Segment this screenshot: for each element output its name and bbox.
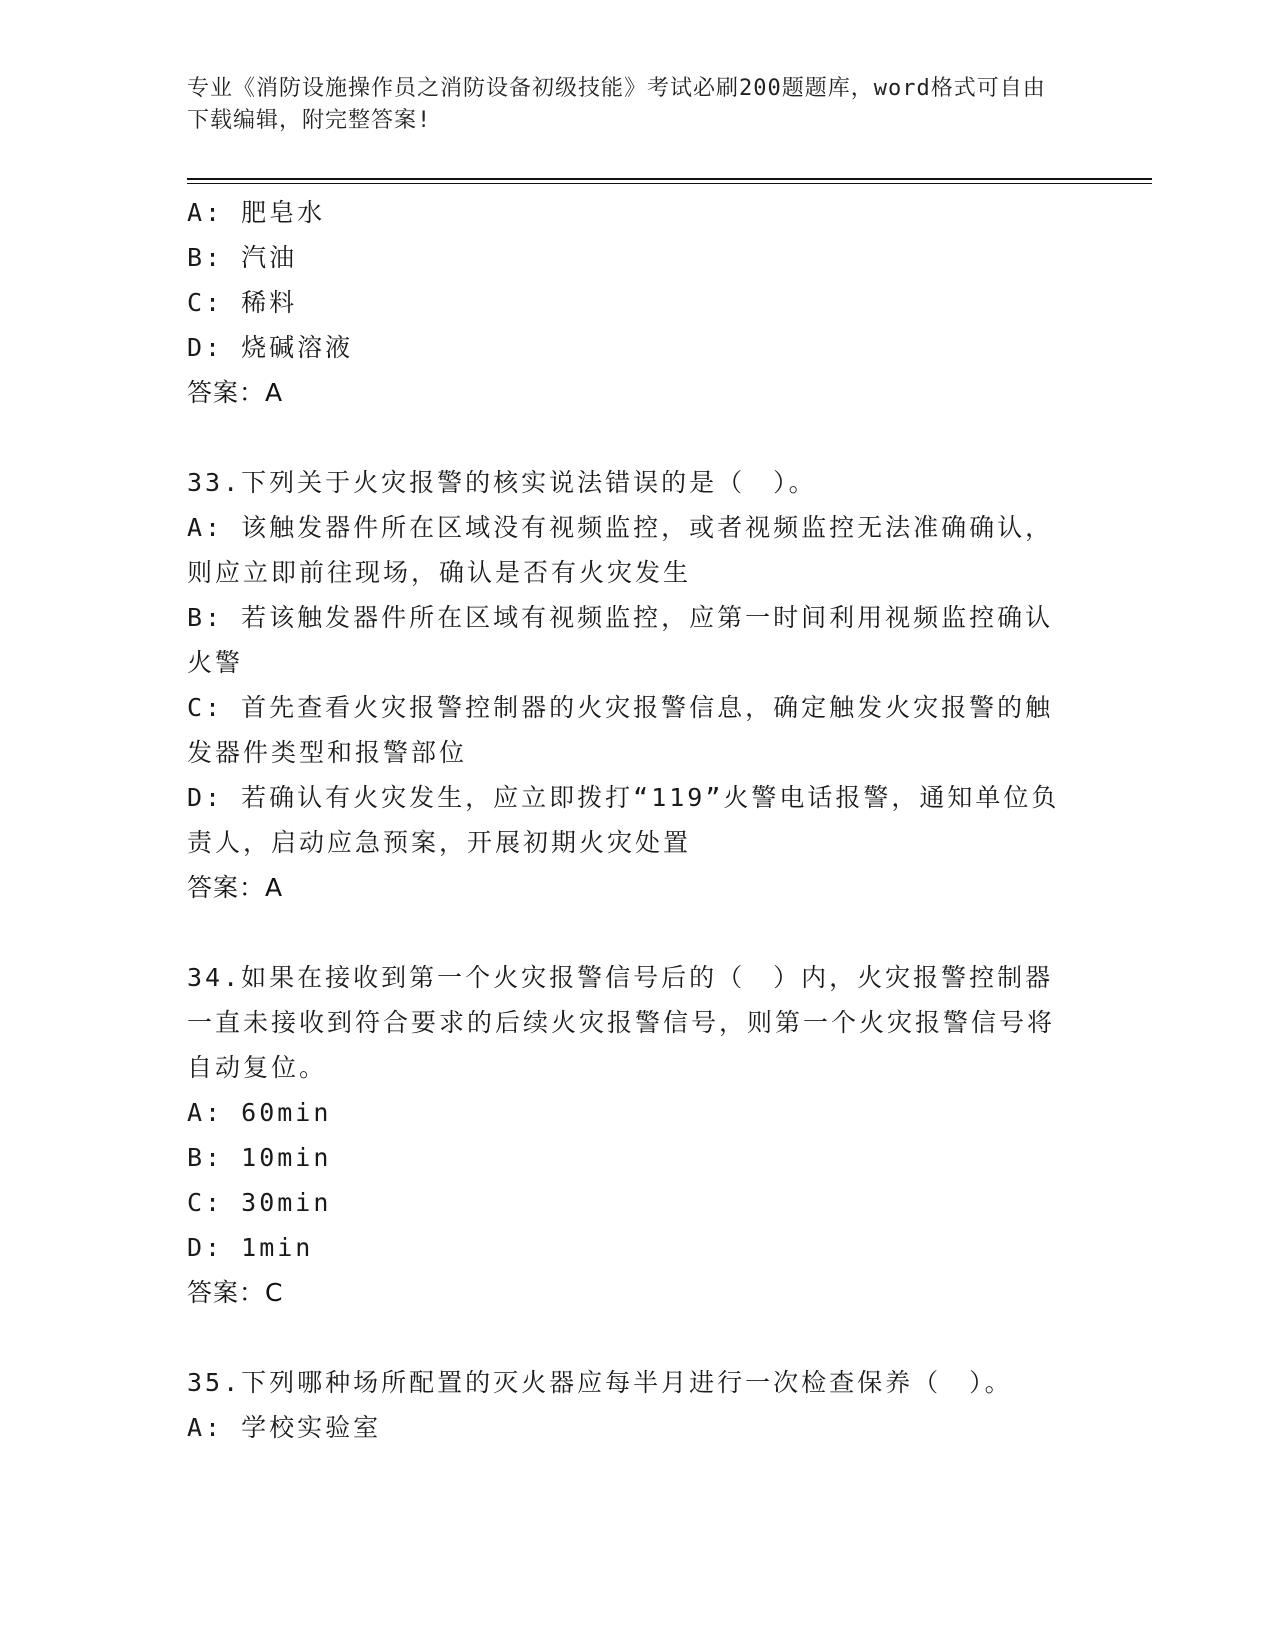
question-32: [187, 190, 1087, 415]
option-a: A: 肥皂水: [187, 198, 326, 227]
option-a: A: 学校实验室: [187, 1413, 382, 1442]
header-rule-thin: [187, 183, 1152, 184]
option-a: A: 60min: [187, 1098, 332, 1127]
question-34: [187, 955, 1087, 1315]
question-35: [187, 1360, 1087, 1450]
option-b: B: 若该触发器件所在区域有视频监控，应第一时间利用视频监控确认火警: [187, 603, 1054, 677]
option-c: C: 稀料: [187, 288, 298, 317]
question-33: [187, 460, 1087, 910]
option-b: B: 汽油: [187, 243, 298, 272]
question-text: 34.如果在接收到第一个火灾报警信号后的（ ）内，火灾报警控制器一直未接收到符合要求的后续火灾报警信号，则第一个火灾报警信号将自动复位。: [187, 963, 1056, 1082]
document-header: 专业《消防设施操作员之消防设备初级技能》考试必刷200题题库，word格式可自由下载编辑，附完整答案!: [187, 76, 1046, 133]
option-a: A: 该触发器件所在区域没有视频监控，或者视频监控无法准确确认，则应立即前往现场，确认是否有火灾发生: [187, 513, 1054, 587]
header-rule-thick: [187, 178, 1152, 180]
option-c: C: 首先查看火灾报警控制器的火灾报警信息，确定触发火灾报警的触发器件类型和报警部位: [187, 693, 1054, 767]
option-c: C: 30min: [187, 1188, 332, 1217]
option-d: D: 烧碱溶液: [187, 333, 354, 362]
question-list: [187, 190, 1087, 1450]
answer: 答案：A: [187, 873, 284, 902]
option-d: D: 若确认有火灾发生，应立即拨打“119”火警电话报警，通知单位负责人，启动应急预案，开展初期火灾处置: [187, 783, 1060, 857]
question-text: 35.下列哪种场所配置的灭火器应每半月进行一次检查保养（ ）。: [187, 1368, 1013, 1397]
answer: 答案：C: [187, 1278, 284, 1307]
question-text: 33.下列关于火灾报警的核实说法错误的是（ ）。: [187, 468, 817, 497]
answer: 答案：A: [187, 378, 284, 407]
option-b: B: 10min: [187, 1143, 332, 1172]
option-d: D: 1min: [187, 1233, 314, 1262]
